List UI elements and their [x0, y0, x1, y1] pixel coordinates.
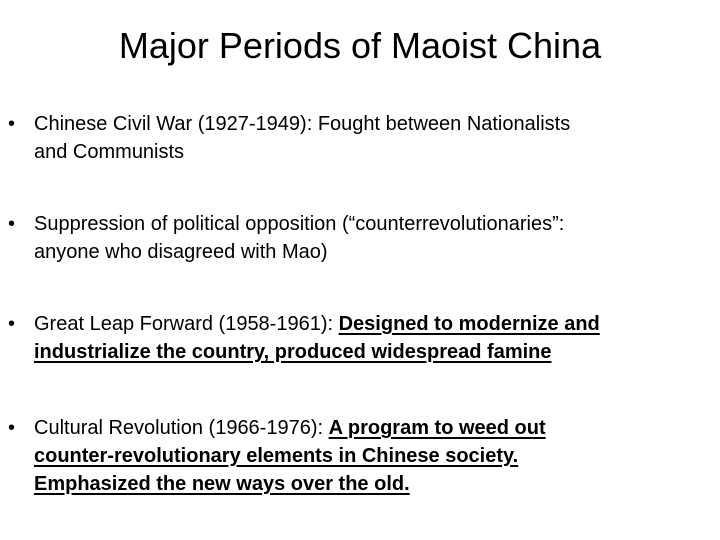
bullet-marker: •: [8, 113, 16, 135]
bullet-text-line: Suppression of political opposition (“counterrevolutionaries”:: [34, 213, 565, 235]
bullet-emphasis: industrialize the country, produced widespread famine: [34, 341, 552, 363]
bullet-marker: •: [8, 213, 16, 235]
bullet-great-leap-forward: [8, 310, 600, 366]
bullet-text-line: [34, 310, 600, 338]
slide-title: Major Periods of Maoist China: [118, 25, 602, 66]
bullet-text-line: Chinese Civil War (1927-1949): Fought between Nationalists: [34, 113, 571, 135]
bullet-emphasis: Emphasized the new ways over the old.: [34, 473, 410, 495]
bullet-text-line: [34, 470, 546, 498]
bullet-suppression: [8, 210, 565, 266]
bullet-emphasis: Designed to modernize and: [338, 313, 600, 335]
bullet-civil-war: [8, 110, 571, 166]
bullet-marker: •: [8, 313, 16, 335]
bullet-text-line: [34, 338, 600, 366]
bullet-text-line: anyone who disagreed with Mao): [34, 241, 328, 263]
bullet-emphasis: counter-revolutionary elements in Chinese society.: [34, 445, 519, 467]
bullet-prefix: Cultural Revolution (1966-1976):: [34, 417, 329, 439]
bullet-text-line: and Communists: [34, 141, 185, 163]
bullet-marker: •: [8, 417, 16, 439]
bullet-emphasis: A program to weed out: [328, 417, 546, 439]
bullet-cultural-revolution: [8, 414, 546, 498]
bullet-text-line: [34, 442, 546, 470]
bullet-prefix: Great Leap Forward (1958-1961):: [34, 313, 339, 335]
bullet-text-line: [34, 414, 546, 442]
